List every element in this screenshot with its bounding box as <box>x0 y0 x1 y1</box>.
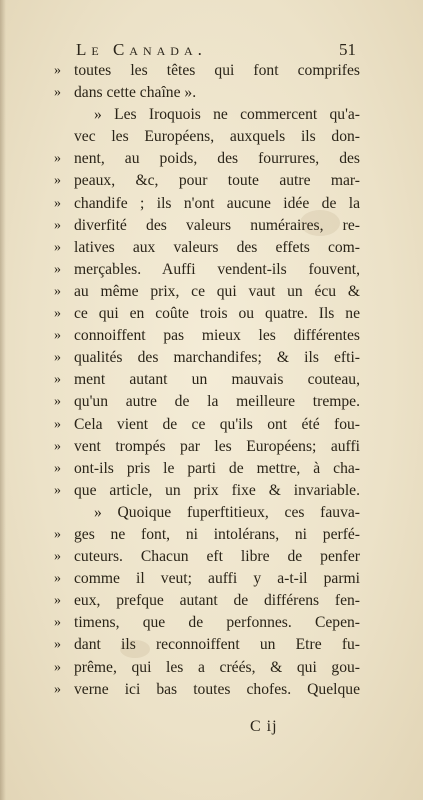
line-text: chandife ; ils n'ont aucune idée de la <box>74 194 360 212</box>
text-line <box>54 502 360 524</box>
text-line <box>54 170 360 192</box>
guillemet-mark: » <box>54 350 61 366</box>
text-line <box>54 126 360 148</box>
text-line <box>54 259 360 281</box>
text-line <box>54 458 360 480</box>
signature-mark: C ij <box>250 718 278 735</box>
line-text: latives aux valeurs des effets com- <box>74 238 360 256</box>
text-line <box>54 104 360 126</box>
text-line <box>54 657 360 679</box>
line-text: dant ils reconnoiffent un Etre fu- <box>74 636 360 654</box>
text-line <box>54 634 360 656</box>
line-text: nent, au poids, des fourrures, des <box>74 150 360 168</box>
text-line <box>54 281 360 303</box>
guillemet-mark: » <box>54 151 61 167</box>
guillemet-mark: » <box>54 217 61 233</box>
line-text: connoiffent pas mieux les différentes <box>74 327 360 345</box>
text-line <box>54 347 360 369</box>
guillemet-mark: » <box>54 526 61 542</box>
line-text: que article, un prix fixe & invariable. <box>74 481 360 499</box>
line-text: timens, que de perfonnes. Cepen- <box>74 614 360 632</box>
text-line <box>54 148 360 170</box>
guillemet-mark: » <box>54 306 61 322</box>
line-text: vent trompés par les Européens; auffi <box>74 437 360 455</box>
line-text: merçables. Auffi vendent-ils fouvent, <box>74 260 360 278</box>
line-text: » Les Iroquois ne commercent qu'a- <box>94 106 360 124</box>
guillemet-mark: » <box>54 571 61 587</box>
guillemet-mark: » <box>54 482 61 498</box>
text-line <box>54 414 360 436</box>
text-line <box>54 436 360 458</box>
line-text: prême, qui les a créés, & qui gou- <box>74 658 360 676</box>
text-line <box>54 612 360 634</box>
line-text: ges ne font, ni intolérans, ni perfé- <box>74 525 360 543</box>
guillemet-mark: » <box>54 372 61 388</box>
text-line <box>54 82 360 104</box>
line-text: » Quoique fuperftitieux, ces fauva- <box>94 503 360 521</box>
text-line <box>54 679 360 701</box>
guillemet-mark: » <box>54 63 61 78</box>
line-text: toutes les têtes qui font comprifes <box>74 62 360 79</box>
line-text: verne ici bas toutes chofes. Quelque <box>74 680 360 698</box>
guillemet-mark: » <box>54 549 61 565</box>
line-text: ont-ils pris le parti de mettre, à cha- <box>74 459 360 477</box>
guillemet-mark: » <box>54 593 61 609</box>
guillemet-mark: » <box>54 637 61 653</box>
guillemet-mark: » <box>54 239 61 255</box>
text-line <box>54 215 360 237</box>
line-text: cuteurs. Chacun eft libre de penfer <box>74 548 360 566</box>
text-line <box>54 237 360 259</box>
line-text: peaux, &c, pour toute autre mar- <box>74 172 360 190</box>
page-edge-shadow <box>0 0 6 800</box>
guillemet-mark: » <box>54 394 61 410</box>
guillemet-mark: » <box>54 681 61 697</box>
text-line <box>54 391 360 413</box>
text-line <box>54 524 360 546</box>
text-line <box>54 369 360 391</box>
line-text: vec les Européens, auxquels ils don- <box>74 128 360 146</box>
line-text: ment autant un mauvais couteau, <box>74 371 360 389</box>
guillemet-mark: » <box>54 416 61 432</box>
guillemet-mark: » <box>54 460 61 476</box>
line-text: comme il veut; auffi y a-t-il parmi <box>74 570 360 588</box>
guillemet-mark: » <box>54 659 61 675</box>
guillemet-mark: » <box>54 615 61 631</box>
line-text: Cela vient de ce qu'ils ont été fou- <box>74 415 360 433</box>
text-line <box>54 303 360 325</box>
page-number: 51 <box>339 40 356 59</box>
text-line <box>54 193 360 215</box>
text-line <box>54 590 360 612</box>
text-line <box>54 568 360 590</box>
line-text: au même prix, ce qui vaut un écu & <box>74 282 360 300</box>
guillemet-mark: » <box>54 173 61 189</box>
guillemet-mark: » <box>54 283 61 299</box>
line-text: dans cette chaîne ». <box>74 84 197 102</box>
text-line <box>54 546 360 568</box>
text-line <box>54 325 360 347</box>
guillemet-mark: » <box>54 328 61 344</box>
guillemet-mark: » <box>54 195 61 211</box>
line-text: ce qui en coûte trois ou quatre. Ils ne <box>74 305 360 323</box>
line-text: qualités des marchandifes; & ils efti- <box>74 349 360 367</box>
line-text: qu'un autre de la meilleure trempe. <box>74 393 360 411</box>
body-text <box>54 60 360 701</box>
guillemet-mark: » <box>54 85 61 101</box>
guillemet-mark: » <box>54 438 61 454</box>
line-text: diverfité des valeurs numéraires, re- <box>74 216 360 234</box>
line-text: eux, prefque autant de différens fen- <box>74 592 360 610</box>
text-line <box>54 480 360 502</box>
guillemet-mark: » <box>54 261 61 277</box>
running-head: Le Canada. <box>76 40 207 59</box>
text-line <box>54 60 360 82</box>
